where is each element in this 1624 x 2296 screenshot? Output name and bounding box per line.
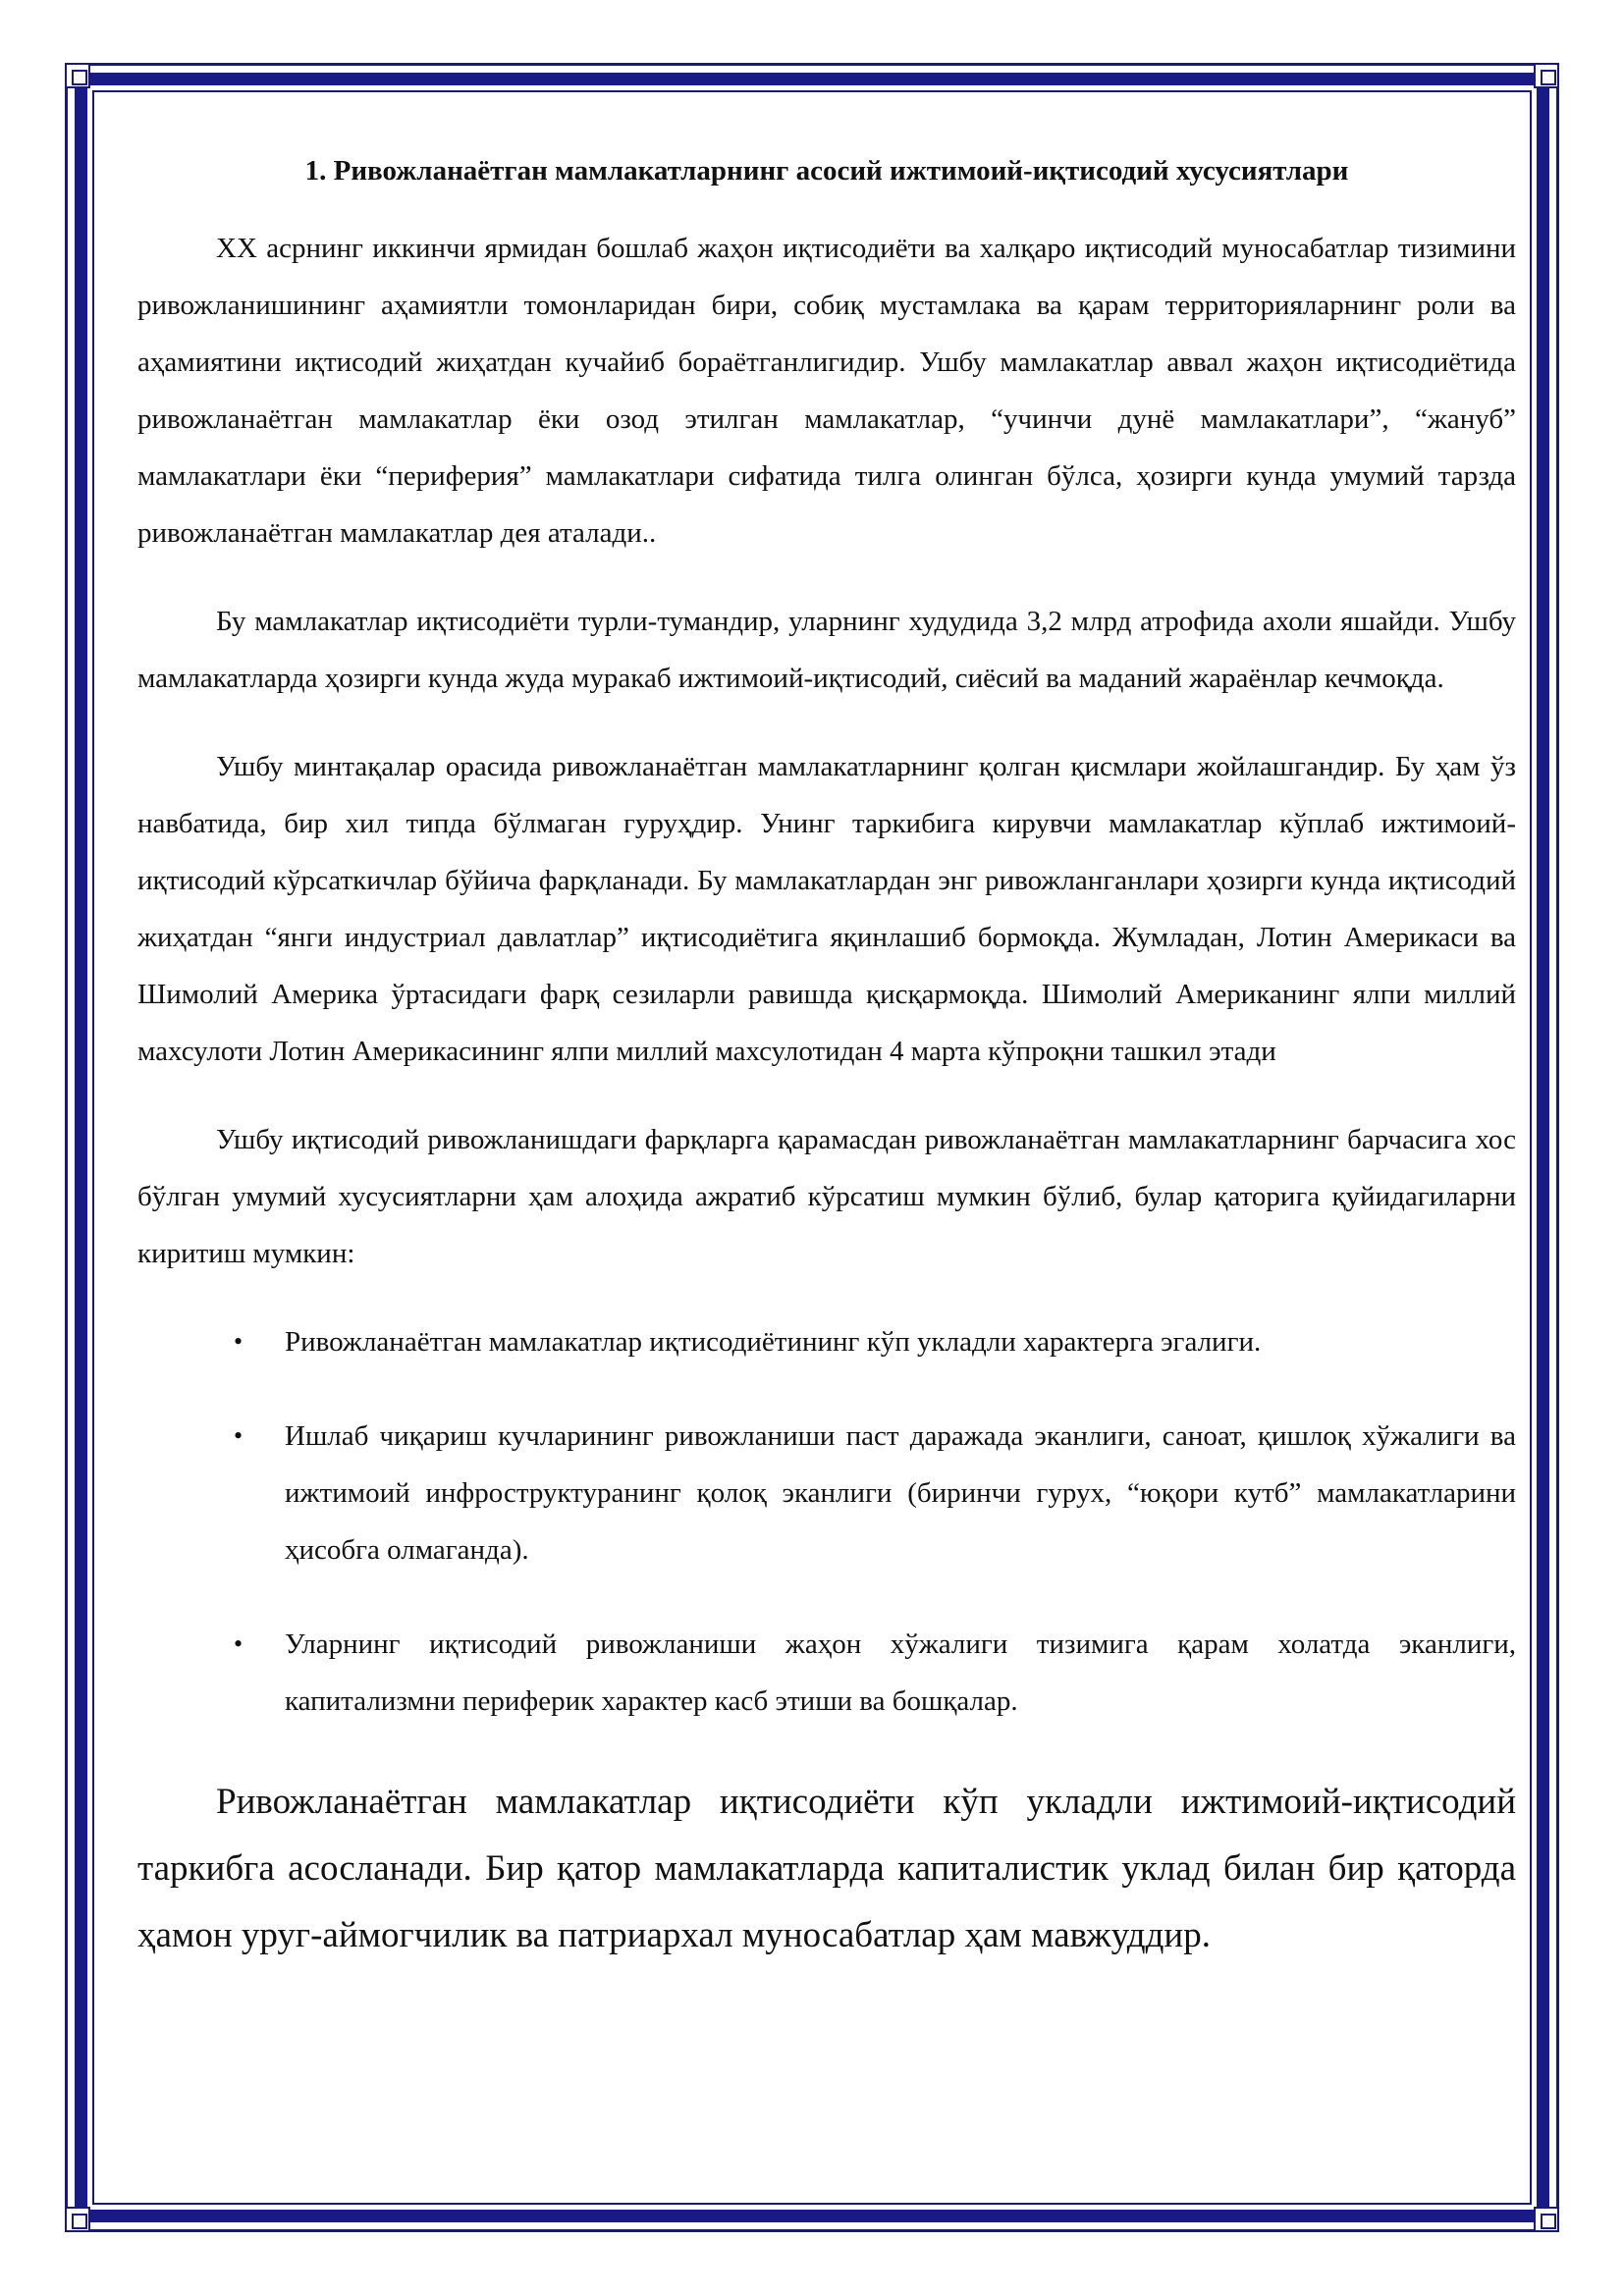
list-item-text: Ривожланаётган мамлакатлар иқтисодиётининг кўп укладли характерга эгалиги.	[285, 1325, 1262, 1358]
paragraph-closing: Ривожланаётган мамлакатлар иқтисодиёти кўп укладли ижтимоий-иқтисодий таркибга асосланади. Бир қатор мамлакатларда капиталистик уклад билан бир қаторда ҳамон уруг-аймогчилик ва патриархал муносабатлар ҳам мавжуддир.	[137, 1781, 1516, 1955]
paragraph-common-features: Ушбу иқтисодий ривожланишдаги фарқларга қарамасдан ривожланаётган мамлакатларнинг барчасига хос бўлган умумий хусусиятларни ҳам алоҳида ажратиб кўрсатиш мумкин бўлиб, булар қаторига қуйидагиларни киритиш мумкин:	[137, 1123, 1516, 1269]
bullet-icon: •	[234, 1420, 244, 1450]
list-item-text: Уларнинг иқтисодий ривожланиши жаҳон хўжалиги тизимига қарам холатда эканлиги, капитализмни периферик характер касб этиши ва бошқалар.	[285, 1628, 1516, 1717]
list-item-text: Ишлаб чиқариш кучларининг ривожланиши паст даражада эканлиги, саноат, қишлоқ хўжалиги ва ижтимоий инфроструктуранинг қолоқ эканлиги (биринчи гурух, “юқори кутб” мамлакатларини ҳисобга олмаганда).	[285, 1419, 1516, 1566]
section-title: 1. Ривожланаётган мамлакатларнинг асосий ижтимоий-иқтисодий хусусиятлари	[304, 155, 1349, 187]
paragraph-intro: XX асрнинг иккинчи ярмидан бошлаб жаҳон иқтисодиёти ва халқаро иқтисодий муносабатлар тизимини ривожланишининг аҳамиятли томонларидан бири, собиқ мустамлака ва қарам территорияларнинг роли ва аҳамиятини иқтисодий жиҳатдан кучайиб бораётганлигидир. Ушбу мамлакатлар аввал жаҳон иқтисодиётида ривожланаётган мамлакатлар ёки озод этилган мамлакатлар, “учинчи дунё мамлакатлари”, “жануб” мамлакатлари ёки “периферия” мамлакатлари сифатида тилга олинган бўлса, ҳозирги кунда умумий тарзда ривожланаётган мамлакатлар дея аталади..	[137, 232, 1516, 549]
corner-ornament-top-right	[1534, 63, 1559, 88]
paragraph-regions: Ушбу минтақалар орасида ривожланаётган мамлакатларнинг қолган қисмлари жойлашгандир. Бу ҳам ўз навбатида, бир хил типда бўлмаган гуруҳдир. Унинг таркибига кирувчи мамлакатлар кўплаб ижтимоий-иқтисодий кўрсаткичлар бўйича фарқланади. Бу мамлакатлардан энг ривожланганлари ҳозирги кунда иқтисодий жиҳатдан “янги индустриал давлатлар” иқтисодиётига яқинлашиб бормоқда. Жумладан, Лотин Америкаси ва Шимолий Америка ўртасидаги фарқ сезиларли равишда қисқармоқда. Шимолий Американинг ялпи миллий махсулоти Лотин Америкасининг ялпи миллий махсулотидан 4 марта кўпроқни ташкил этади	[137, 750, 1516, 1067]
bullet-icon: •	[234, 1326, 244, 1356]
list-item	[137, 1408, 1516, 1578]
corner-ornament-top-left	[65, 63, 90, 88]
paragraph-population: Бу мамлакатлар иқтисодиёти турли-тумандир, уларнинг худудида 3,2 млрд атрофида ахоли яшайди. Ушбу мамлакатларда ҳозирги кунда жуда муракаб ижтимоий-иқтисодий, сиёсий ва маданий жараёнлар кечмоқда.	[137, 605, 1516, 694]
corner-ornament-bottom-left	[65, 2207, 90, 2232]
list-item	[137, 1313, 1516, 1370]
features-list	[137, 1313, 1516, 1730]
bullet-icon: •	[234, 1629, 244, 1658]
corner-ornament-bottom-right	[1534, 2207, 1559, 2232]
list-item	[137, 1616, 1516, 1730]
document-body	[137, 147, 1516, 1969]
